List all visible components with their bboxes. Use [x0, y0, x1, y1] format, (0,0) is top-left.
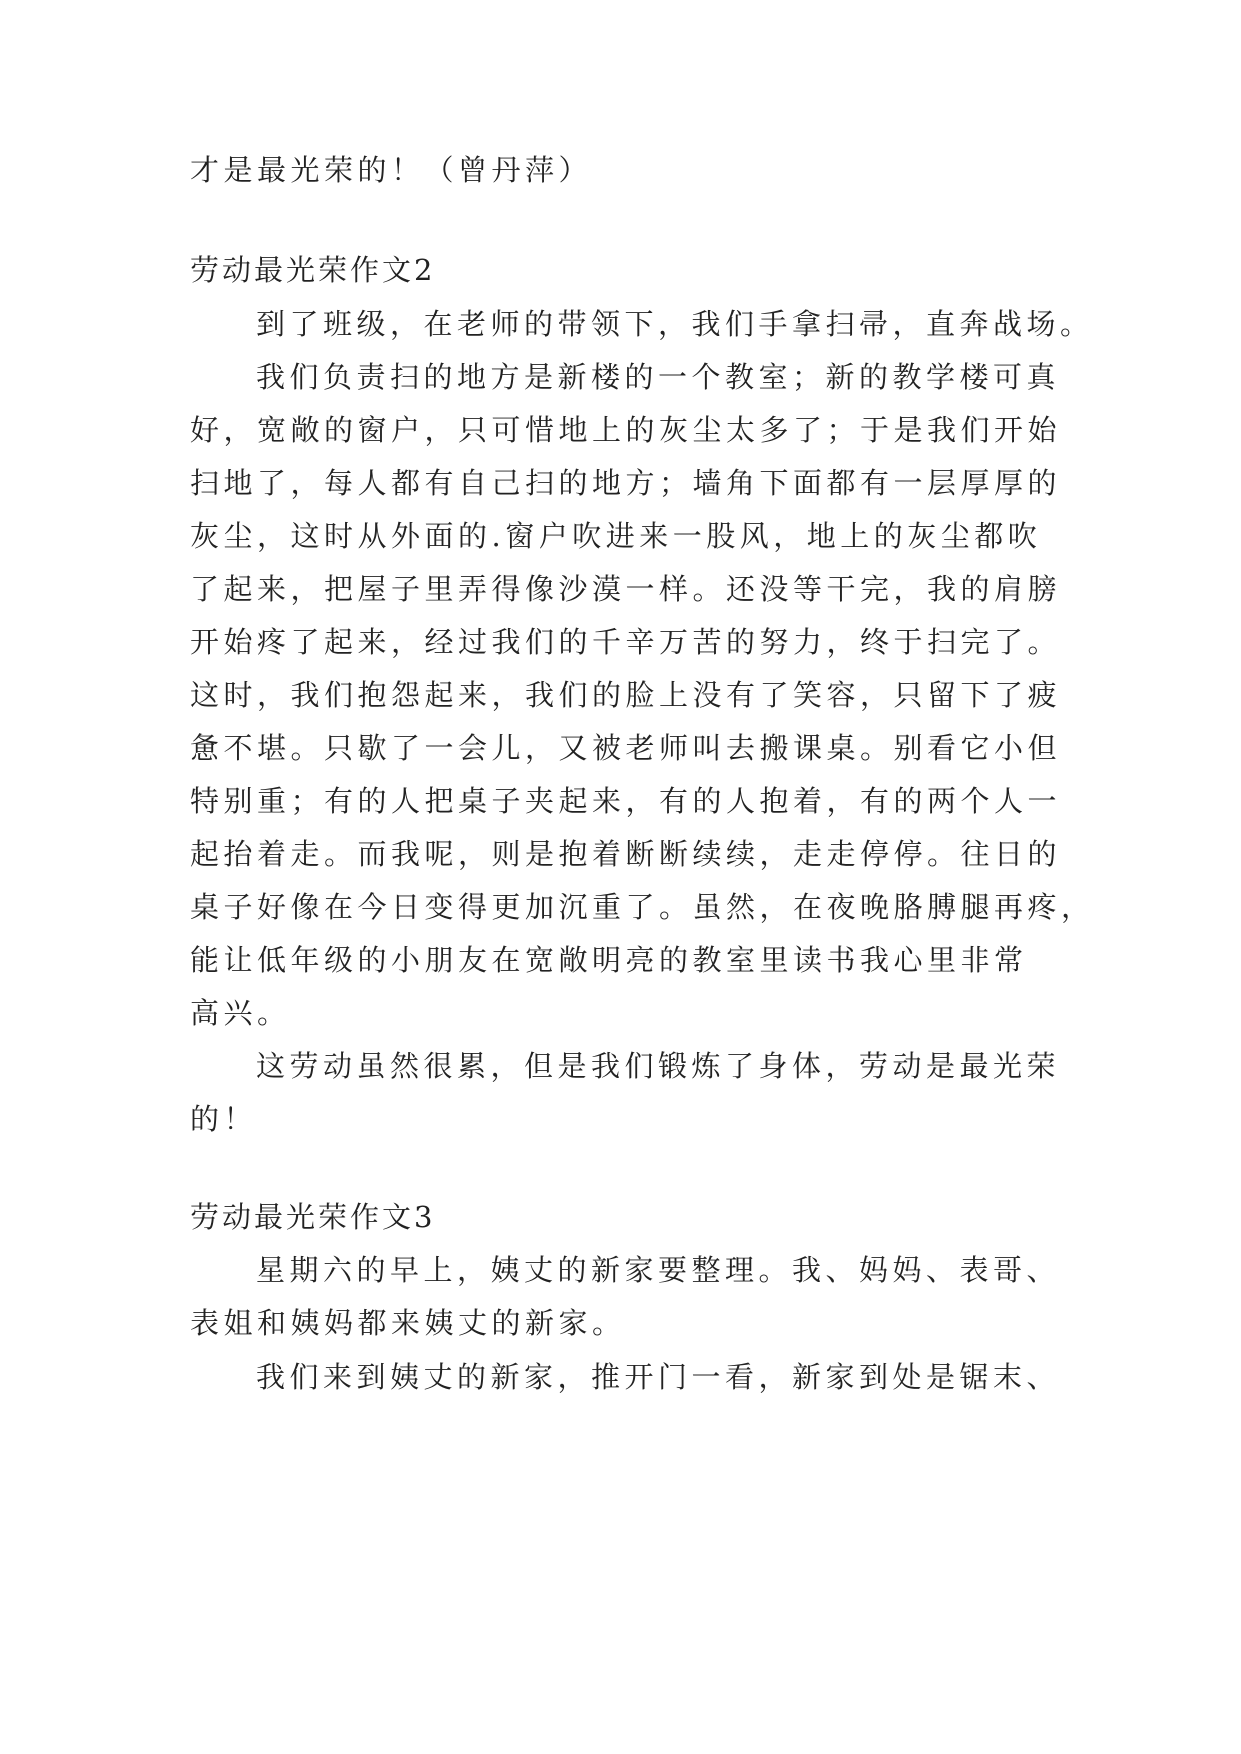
essay-2-paragraph-2-line: 这时，我们抱怨起来，我们的脸上没有了笑容，只留下了疲 [190, 678, 1062, 712]
essay-3-paragraph-1-line: 星期六的早上，姨丈的新家要整理。我、妈妈、表哥、 [256, 1253, 1061, 1287]
opening-line: 才是最光荣的！（曾丹萍） [190, 153, 593, 187]
essay-2-paragraph-2-line: 能让低年级的小朋友在宽敞明亮的教室里读书我心里非常 [190, 943, 1028, 977]
essay-2-paragraph-2-line: 起抬着走。而我呢，则是抱着断断续续，走走停停。往日的 [190, 837, 1062, 871]
essay-2-paragraph-3-line: 的！ [190, 1102, 258, 1136]
essay-2-paragraph-2-line: 惫不堪。只歇了一会儿，又被老师叫去搬课桌。别看它小但 [190, 731, 1062, 765]
essay-2-paragraph-2-line: 扫地了，每人都有自己扫的地方；墙角下面都有一层厚厚的 [190, 466, 1062, 500]
essay-2-paragraph-2-line: 开始疼了起来，经过我们的千辛万苦的努力，终于扫完了。 [190, 625, 1062, 659]
essay-2-paragraph-2-line: 好，宽敞的窗户，只可惜地上的灰尘太多了；于是我们开始 [190, 413, 1062, 447]
essay-2-title: 劳动最光荣作文2 [190, 253, 436, 287]
essay-2-paragraph-2-line: 桌子好像在今日变得更加沉重了。虽然，在夜晚胳膊腿再疼， [190, 890, 1095, 924]
essay-3-paragraph-2-line: 我们来到姨丈的新家，推开门一看，新家到处是锯末、 [256, 1360, 1061, 1394]
essay-2-paragraph-2-line: 我们负责扫的地方是新楼的一个教室；新的教学楼可真 [256, 360, 1061, 394]
essay-2-paragraph-1-line: 到了班级，在老师的带领下，我们手拿扫帚，直奔战场。 [256, 307, 1094, 341]
essay-2-paragraph-2-line: 灰尘，这时从外面的.窗户吹进来一股风，地上的灰尘都吹 [190, 519, 1042, 553]
essay-2-paragraph-3-line: 这劳动虽然很累，但是我们锻炼了身体，劳动是最光荣 [256, 1049, 1061, 1083]
essay-2-paragraph-2-line: 特别重；有的人把桌子夹起来，有的人抱着，有的两个人一 [190, 784, 1062, 818]
essay-3-title: 劳动最光荣作文3 [190, 1200, 436, 1234]
essay-2-paragraph-2-line: 了起来，把屋子里弄得像沙漠一样。还没等干完，我的肩膀 [190, 572, 1062, 606]
essay-3-paragraph-1-line: 表姐和姨妈都来姨丈的新家。 [190, 1306, 626, 1340]
essay-2-paragraph-2-line: 高兴。 [190, 996, 291, 1030]
